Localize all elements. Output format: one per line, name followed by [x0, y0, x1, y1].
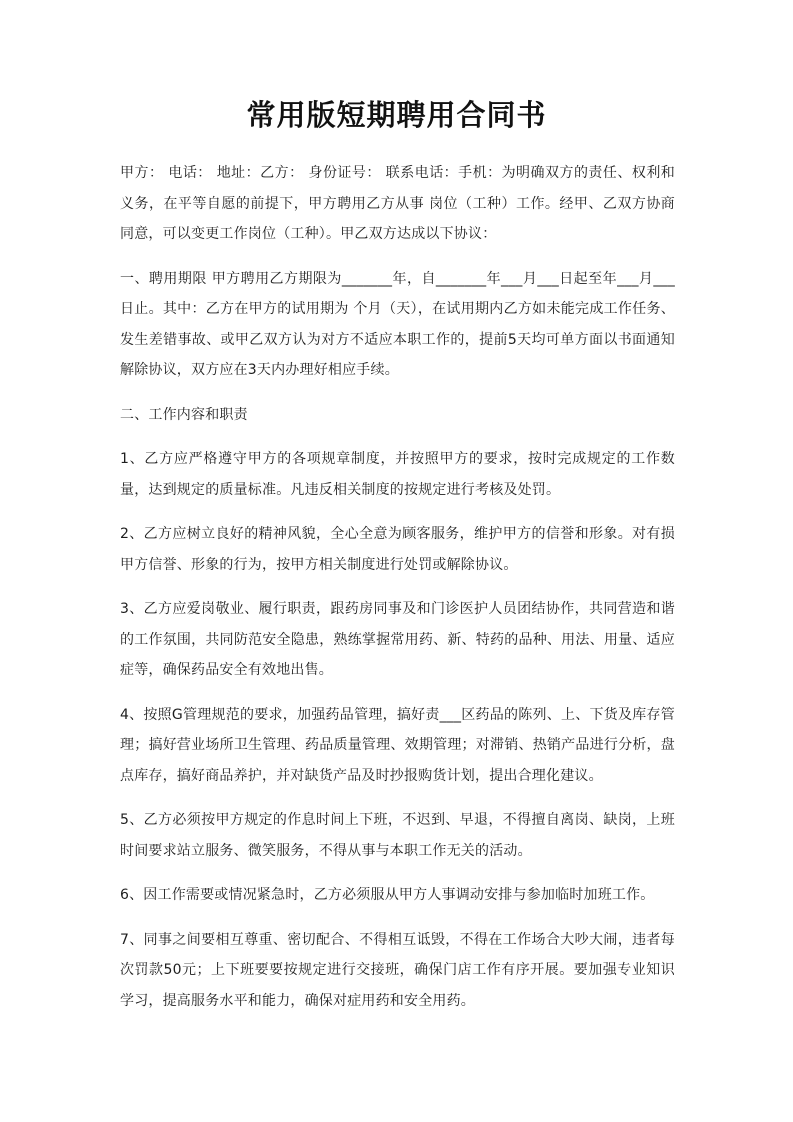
section-heading-duties: 二、工作内容和职责 — [120, 406, 248, 423]
clause-6-paragraph: 6、因工作需要或情况紧急时，乙方必须服从甲方人事调动安排与参加临时加班工作。 — [120, 887, 655, 903]
clause-4-paragraph: 4、按照G管理规范的要求，加强药品管理，搞好责___区药品的陈列、上、下货及库存管理；搞好营业场所卫生管理、药品质量管理、效期管理；对滞销、热销产品进行分析，盘点库存，搞好商品养护，并对缺货产品及时抄报购货计划，提出合理化建议。 — [120, 706, 675, 784]
parties-paragraph: 甲方： 电话： 地址：乙方： 身份证号： 联系电话：手机：为明确双方的责任、权利和义务，在平等自愿的前提下，甲方聘用乙方从事 岗位（工种）工作。经甲、乙双方协商同意，可以变更工作岗位（工种）。甲乙双方达成以下协议： — [120, 165, 675, 242]
document-title: 常用版短期聘用合同书 — [246, 98, 547, 132]
clause-5-paragraph: 5、乙方必须按甲方规定的作息时间上下班，不迟到、早退，不得擅自离岗、缺岗，上班时间要求站立服务、微笑服务，不得从事与本职工作无关的活动。 — [120, 812, 675, 859]
clause-7-paragraph: 7、同事之间要相互尊重、密切配合、不得相互诋毁，不得在工作场合大吵大闹，违者每次罚款50元；上下班要要按规定进行交接班，确保门店工作有序开展。要加强专业知识学习，提高服务水平和能力，确保对症用药和安全用药。 — [120, 931, 675, 1009]
clause-1-paragraph: 1、乙方应严格遵守甲方的各项规章制度，并按照甲方的要求，按时完成规定的工作数量，达到规定的质量标准。凡违反相关制度的按规定进行考核及处罚。 — [120, 451, 675, 498]
clause-3-paragraph: 3、乙方应爱岗敬业、履行职责，跟药房同事及和门诊医护人员团结协作，共同营造和谐的工作氛围，共同防范安全隐患，熟练掌握常用药、新、特药的品种、用法、用量、适应症等，确保药品安全有效地出售。 — [120, 601, 675, 678]
clause-2-paragraph: 2、乙方应树立良好的精神风貌，全心全意为顾客服务，维护甲方的信誉和形象。对有损甲方信誉、形象的行为，按甲方相关制度进行处罚或解除协议。 — [120, 526, 675, 573]
document-body — [120, 158, 675, 1030]
term-paragraph: 一、聘用期限 甲方聘用乙方期限为_______年，自_______年___月___日起至年___月___日止。其中：乙方在甲方的试用期为 个月（天），在试用期内乙方如未能完成工作任务、发生差错事故、或甲乙双方认为对方不适应本职工作的，提前5天均可单方面以书面通知解除协议，双方应在3天内办理好相应手续。 — [120, 270, 675, 378]
